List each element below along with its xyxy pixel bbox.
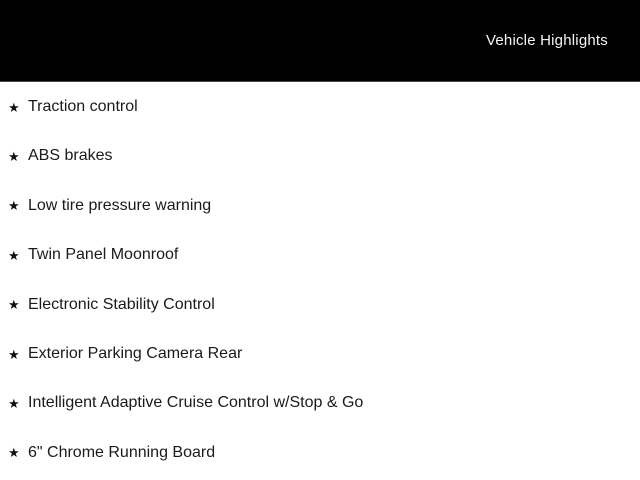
- list-item: [0, 230, 640, 279]
- item-label: ABS brakes: [28, 147, 113, 165]
- star-icon: ★: [8, 99, 20, 115]
- star-icon: ★: [8, 247, 20, 263]
- list-item: [0, 131, 640, 180]
- item-label: Intelligent Adaptive Cruise Control w/Stop & Go: [28, 394, 364, 412]
- star-icon: ★: [8, 346, 20, 362]
- star-icon: ★: [8, 198, 20, 214]
- item-label: Electronic Stability Control: [28, 295, 215, 313]
- list-item: [0, 428, 640, 477]
- item-label: Low tire pressure warning: [28, 196, 212, 214]
- star-icon: ★: [8, 445, 20, 461]
- list-item: [0, 82, 640, 131]
- item-label: Exterior Parking Camera Rear: [28, 345, 243, 363]
- list-item: [0, 181, 640, 230]
- page-title: Vehicle Highlights: [485, 32, 608, 49]
- star-icon: ★: [8, 396, 20, 412]
- star-icon: ★: [8, 149, 20, 165]
- highlights-list: [0, 82, 640, 477]
- list-item: [0, 280, 640, 329]
- item-label: 6" Chrome Running Board: [28, 443, 216, 461]
- item-label: Twin Panel Moonroof: [28, 246, 179, 264]
- header-bar: [0, 0, 640, 82]
- star-icon: ★: [8, 297, 20, 313]
- item-label: Traction control: [28, 98, 138, 116]
- list-item: [0, 329, 640, 378]
- list-item: [0, 378, 640, 427]
